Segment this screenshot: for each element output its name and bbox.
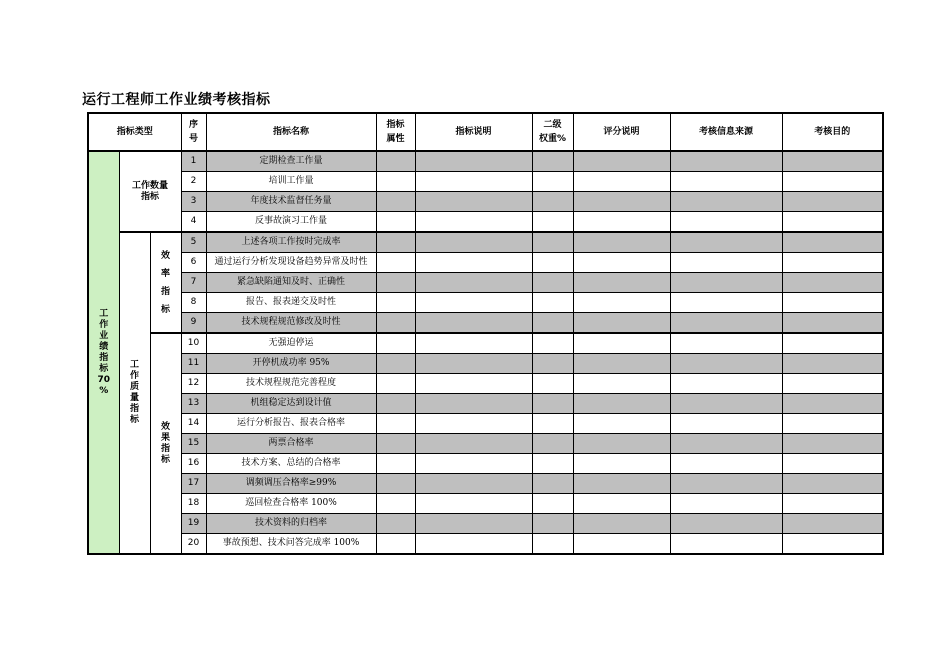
row-number: 8 (181, 293, 206, 313)
row-number: 20 (181, 534, 206, 555)
indicator-name: 巡回检查合格率 100% (206, 494, 376, 514)
header-attr: 指标 属性 (376, 113, 415, 151)
table-row (88, 172, 883, 192)
indicator-name: 机组稳定达到设计值 (206, 394, 376, 414)
subcategory-effect: 效 果 指 标 (150, 333, 181, 554)
row-number: 16 (181, 454, 206, 474)
row-number: 11 (181, 354, 206, 374)
indicator-name: 反事故演习工作量 (206, 212, 376, 233)
table-row (88, 394, 883, 414)
indicator-name: 技术方案、总结的合格率 (206, 454, 376, 474)
table-row (88, 232, 883, 253)
row-number: 4 (181, 212, 206, 233)
header-purpose: 考核目的 (782, 113, 883, 151)
table-row (88, 253, 883, 273)
indicator-name: 技术规程规范修改及时性 (206, 313, 376, 334)
row-number: 5 (181, 232, 206, 253)
indicator-name: 年度技术监督任务量 (206, 192, 376, 212)
indicator-name: 定期检查工作量 (206, 151, 376, 172)
header-weight: 二级 权重% (532, 113, 573, 151)
row-number: 17 (181, 474, 206, 494)
indicator-name: 报告、报表递交及时性 (206, 293, 376, 313)
header-seq: 序 号 (181, 113, 206, 151)
table-row (88, 212, 883, 233)
row-number: 12 (181, 374, 206, 394)
subcategory-quality: 工 作 质 量 指 标 (119, 232, 150, 554)
table-row (88, 494, 883, 514)
kpi-table (87, 112, 884, 555)
table-row (88, 192, 883, 212)
indicator-name: 开停机成功率 95% (206, 354, 376, 374)
table-row (88, 454, 883, 474)
indicator-name: 无强迫停运 (206, 333, 376, 354)
indicator-name: 紧急缺陷通知及时、正确性 (206, 273, 376, 293)
header-type: 指标类型 (88, 113, 181, 151)
table-row (88, 434, 883, 454)
indicator-name: 技术资料的归档率 (206, 514, 376, 534)
header-desc: 指标说明 (415, 113, 532, 151)
indicator-name: 运行分析报告、报表合格率 (206, 414, 376, 434)
table-row (88, 474, 883, 494)
row-number: 6 (181, 253, 206, 273)
table-row (88, 293, 883, 313)
table-row (88, 151, 883, 172)
table-row (88, 273, 883, 293)
header-source: 考核信息来源 (670, 113, 782, 151)
indicator-name: 事故预想、技术问答完成率 100% (206, 534, 376, 555)
row-number: 3 (181, 192, 206, 212)
indicator-name: 通过运行分析发现设备趋势异常及时性 (206, 253, 376, 273)
row-number: 10 (181, 333, 206, 354)
indicator-name: 调频调压合格率≥99% (206, 474, 376, 494)
table-row (88, 534, 883, 555)
indicator-name: 技术规程规范完善程度 (206, 374, 376, 394)
table-row (88, 333, 883, 354)
table-row (88, 354, 883, 374)
table-row (88, 374, 883, 394)
row-number: 9 (181, 313, 206, 334)
indicator-name: 上述各项工作按时完成率 (206, 232, 376, 253)
header-name: 指标名称 (206, 113, 376, 151)
row-number: 19 (181, 514, 206, 534)
row-number: 18 (181, 494, 206, 514)
row-number: 14 (181, 414, 206, 434)
row-number: 2 (181, 172, 206, 192)
indicator-name: 两票合格率 (206, 434, 376, 454)
subcategory-quantity: 工作数量 指标 (119, 151, 181, 232)
table-row (88, 414, 883, 434)
category-work-performance: 工 作 业 绩 指 标 70 % (88, 151, 119, 554)
row-number: 15 (181, 434, 206, 454)
subcategory-efficiency: 效 率 指 标 (150, 232, 181, 333)
header-row (88, 113, 883, 151)
header-score: 评分说明 (573, 113, 670, 151)
table-row (88, 514, 883, 534)
table-row (88, 313, 883, 334)
row-number: 13 (181, 394, 206, 414)
row-number: 1 (181, 151, 206, 172)
indicator-name: 培训工作量 (206, 172, 376, 192)
document-title: 运行工程师工作业绩考核指标 (82, 92, 271, 108)
row-number: 7 (181, 273, 206, 293)
